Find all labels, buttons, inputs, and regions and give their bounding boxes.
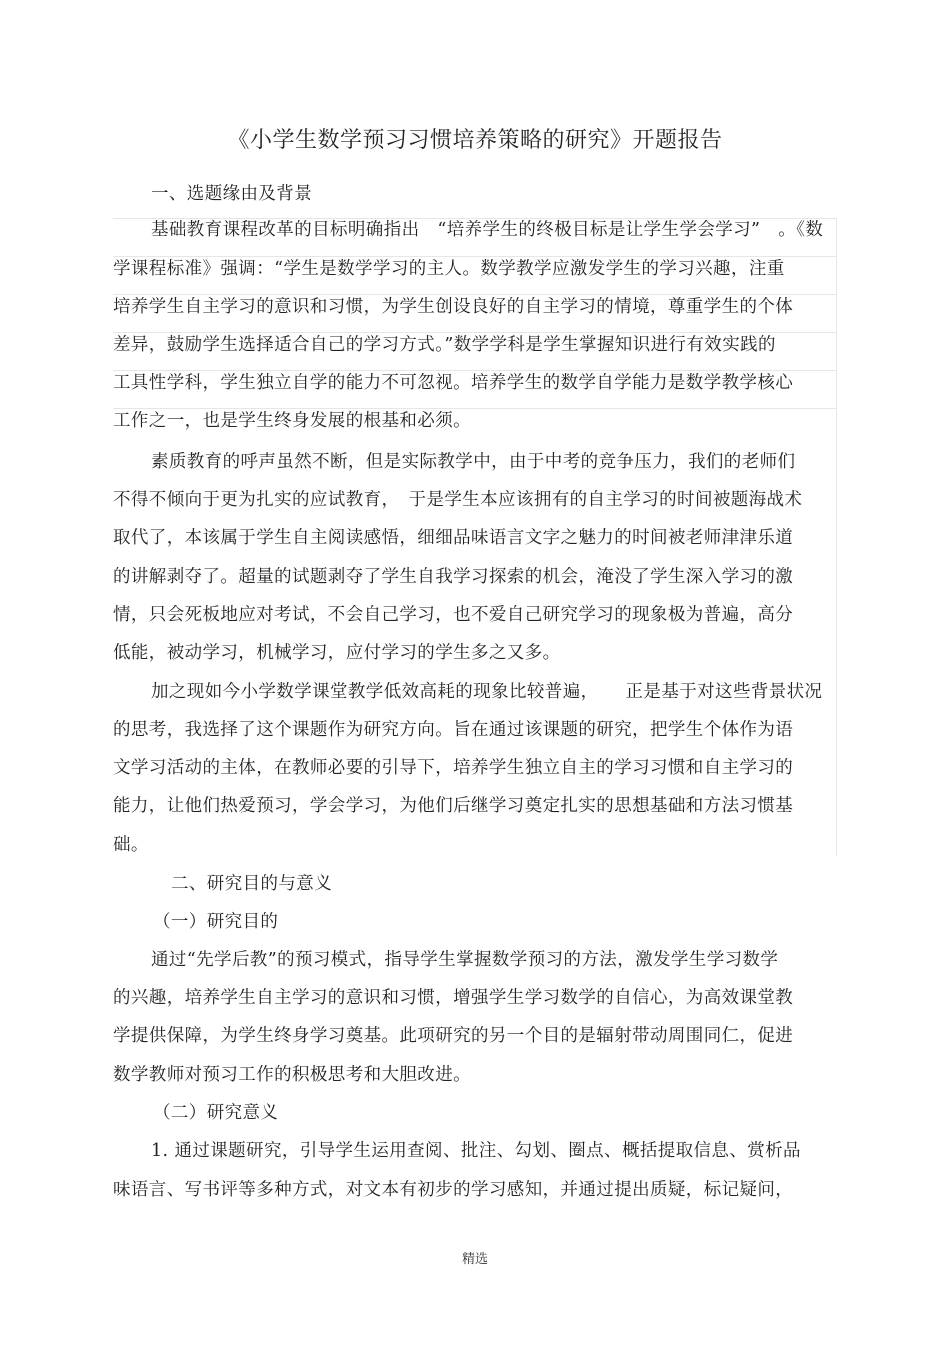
paragraph-line: 能力，让他们热爱预习，学会学习，为他们后继学习奠定扎实的思想基础和方法习惯基: [113, 796, 794, 816]
paragraph-line: 1. 通过课题研究，引导学生运用查阅、批注、勾划、圈点、概括提取信息、赏析品: [151, 1141, 801, 1161]
paragraph-line: 学课程标准》强调：“学生是数学学习的主人。数学教学应激发学生的学习兴趣，注重: [113, 259, 785, 279]
paragraph-line: 培养学生自主学习的意识和习惯，为学生创设良好的自主学习的情境，尊重学生的个体: [113, 297, 794, 317]
paragraph-line: 的兴趣，培养学生自主学习的意识和习惯，增强学生学习数学的自信心，为高效课堂教: [113, 988, 794, 1008]
paragraph-line: 学提供保障，为学生终身学习奠基。此项研究的另一个目的是辐射带动周围同仁，促进: [113, 1026, 794, 1046]
paragraph-line: 取代了，本该属于学生自主阅读感悟，细细品味语言文字之魅力的时间被老师津津乐道: [113, 528, 794, 548]
section-heading: 一、选题缘由及背景: [151, 184, 313, 204]
guide-line: [836, 408, 837, 856]
guide-line: [836, 218, 837, 408]
page-title: 《小学生数学预习习惯培养策略的研究》开题报告: [227, 128, 723, 153]
paragraph-line: 加之现如今小学数学课堂教学低效高耗的现象比较普遍， 正是基于对这些背景状况: [151, 682, 823, 702]
paragraph-line: 差异，鼓励学生选择适合自己的学习方式。”数学学科是学生掌握知识进行有效实践的: [113, 335, 776, 355]
page-footer: 精选: [461, 1252, 488, 1267]
subsection-heading: （二）研究意义: [153, 1103, 279, 1123]
paragraph-line: 的讲解剥夺了。超量的试题剥夺了学生自我学习探索的机会，淹没了学生深入学习的激: [113, 567, 794, 587]
section-heading: 二、研究目的与意义: [171, 874, 333, 894]
paragraph-line: 味语言、写书评等多种方式，对文本有初步的学习感知，并通过提出质疑，标记疑问，: [113, 1180, 794, 1200]
paragraph-line: 低能，被动学习，机械学习，应付学习的学生多之又多。: [113, 643, 561, 663]
paragraph-line: 情，只会死板地应对考试，不会自己学习，也不爱自己研究学习的现象极为普遍，高分: [113, 605, 794, 625]
paragraph-line: 数学教师对预习工作的积极思考和大胆改进。: [113, 1065, 471, 1085]
paragraph-line: 基础教育课程改革的目标明确指出 “培养学生的终极目标是让学生学会学习” 。《数: [151, 220, 824, 240]
subsection-heading: （一）研究目的: [153, 912, 279, 932]
paragraph-line: 不得不倾向于更为扎实的应试教育， 于是学生本应该拥有的自主学习的时间被题海战术: [113, 490, 803, 510]
paragraph-line: 工作之一，也是学生终身发展的根基和必须。: [113, 411, 471, 431]
paragraph-line: 通过“先学后教”的预习模式，指导学生掌握数学预习的方法，激发学生学习数学: [151, 950, 779, 970]
paragraph-line: 工具性学科，学生独立自学的能力不可忽视。培养学生的数学自学能力是数学教学核心: [113, 373, 794, 393]
paragraph-line: 础。: [113, 835, 149, 855]
paragraph-line: 文学习活动的主体，在教师必要的引导下，培养学生独立自主的学习习惯和自主学习的: [113, 758, 794, 778]
paragraph-line: 的思考，我选择了这个课题作为研究方向。旨在通过该课题的研究，把学生个体作为语: [113, 720, 794, 740]
paragraph-line: 素质教育的呼声虽然不断，但是实际教学中，由于中考的竞争压力，我们的老师们: [151, 452, 796, 472]
